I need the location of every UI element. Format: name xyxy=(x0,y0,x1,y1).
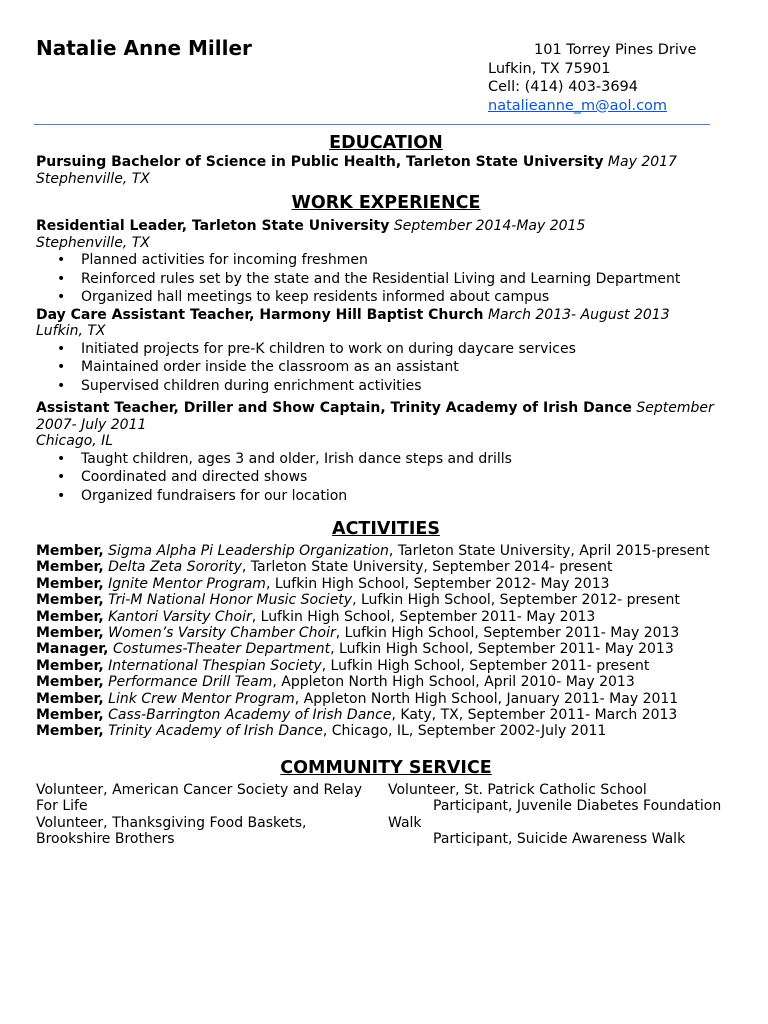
community-item: Participant, Juvenile Diabetes Foundation xyxy=(433,798,722,815)
job-duties xyxy=(36,340,736,396)
job-duty: • Initiated projects for pre-K children to work on during daycare services xyxy=(81,340,736,359)
activity-item: Member, Trinity Academy of Irish Dance, Chicago, IL, September 2002-July 2011 xyxy=(36,723,607,740)
community-item: Walk xyxy=(388,814,422,831)
community-left-column xyxy=(36,782,376,848)
job-1 xyxy=(36,218,736,307)
activity-item: Member, Kantori Varsity Choir, Lufkin High School, September 2011- May 2013 xyxy=(36,608,596,625)
job-duty: • Taught children, ages 3 and older, Irish dance steps and drills xyxy=(81,450,736,469)
community-heading: COMMUNITY SERVICE xyxy=(280,757,492,778)
activities-list xyxy=(36,543,736,740)
job-title: Residential Leader, Tarleton State University xyxy=(36,218,390,234)
cell-phone: Cell: (414) 403-3694 xyxy=(488,79,639,95)
job-duty: • Organized fundraisers for our location xyxy=(81,487,736,506)
activity-item: Member, Performance Drill Team, Appleton North High School, April 2010- May 2013 xyxy=(36,674,635,691)
job-duties xyxy=(36,450,736,506)
community-item: Volunteer, St. Patrick Catholic School xyxy=(388,781,647,798)
address-line-1: 101 Torrey Pines Drive xyxy=(534,42,697,58)
education-degree: Pursuing Bachelor of Science in Public Health, Tarleton State University xyxy=(36,154,604,170)
activity-item: Member, Women’s Varsity Chamber Choir, Lufkin High School, September 2011- May 2013 xyxy=(36,625,680,642)
job-duty: • Organized hall meetings to keep residents informed about campus xyxy=(81,288,736,307)
education-heading: EDUCATION xyxy=(329,133,443,153)
job-duty: • Planned activities for incoming freshmen xyxy=(81,251,736,270)
education-date: May 2017 xyxy=(607,154,677,170)
job-title: Day Care Assistant Teacher, Harmony Hill Baptist Church xyxy=(36,306,484,323)
job-location: Chicago, IL xyxy=(36,433,114,449)
job-title: Assistant Teacher, Driller and Show Captain, Trinity Academy of Irish Dance xyxy=(36,400,632,416)
job-duty: • Maintained order inside the classroom as an assistant xyxy=(81,358,736,377)
applicant-name: Natalie Anne Miller xyxy=(36,36,252,60)
job-duties xyxy=(36,251,736,307)
job-date: September 2007- July 2011 xyxy=(36,400,714,433)
activity-item: Member, International Thespian Society, Lufkin High School, September 2011- present xyxy=(36,657,650,674)
activity-item: Member, Cass-Barrington Academy of Irish Dance, Katy, TX, September 2011- March 2013 xyxy=(36,707,678,724)
job-2 xyxy=(36,307,736,396)
community-item: For Life xyxy=(36,798,88,815)
job-location: Stephenville, TX xyxy=(36,234,150,251)
activities-heading: ACTIVITIES xyxy=(332,519,440,539)
resume-content xyxy=(36,132,736,852)
education-entry xyxy=(36,154,736,171)
community-right-column xyxy=(388,782,748,848)
community-item: Volunteer, American Cancer Society and Relay xyxy=(36,781,363,798)
job-location: Lufkin, TX xyxy=(36,323,106,339)
work-heading: WORK EXPERIENCE xyxy=(291,193,481,213)
activity-item: Manager, Costumes-Theater Department, Lufkin High School, September 2011- May 2013 xyxy=(36,641,674,658)
job-date: September 2014-May 2015 xyxy=(393,218,586,234)
contact-block xyxy=(488,41,748,115)
job-duty: • Coordinated and directed shows xyxy=(81,468,736,487)
job-duty: • Reinforced rules set by the state and the Residential Living and Learning Department xyxy=(81,270,736,289)
community-item: Brookshire Brothers xyxy=(36,831,175,848)
address-line-2: Lufkin, TX 75901 xyxy=(488,60,611,77)
job-date: March 2013- August 2013 xyxy=(487,306,670,323)
community-service-columns xyxy=(36,782,736,852)
community-item: Volunteer, Thanksgiving Food Baskets, xyxy=(36,814,307,831)
activity-item: Member, Ignite Mentor Program, Lufkin High School, September 2012- May 2013 xyxy=(36,575,610,592)
activity-item: Member, Tri-M National Honor Music Society, Lufkin High School, September 2012- present xyxy=(36,592,680,609)
education-location: Stephenville, TX xyxy=(36,170,150,187)
activity-item: Member, Sigma Alpha Pi Leadership Organization, Tarleton State University, April 2015-present xyxy=(36,543,710,559)
email-link[interactable]: natalieanne_m@aol.com xyxy=(488,97,668,114)
activity-item: Member, Link Crew Mentor Program, Appleton North High School, January 2011- May 2011 xyxy=(36,690,679,707)
activity-item: Member, Delta Zeta Sorority, Tarleton State University, September 2014- present xyxy=(36,559,613,576)
header-divider xyxy=(34,124,710,125)
job-duty: • Supervised children during enrichment activities xyxy=(81,377,736,396)
community-item: Participant, Suicide Awareness Walk xyxy=(433,831,686,848)
job-3 xyxy=(36,400,736,505)
